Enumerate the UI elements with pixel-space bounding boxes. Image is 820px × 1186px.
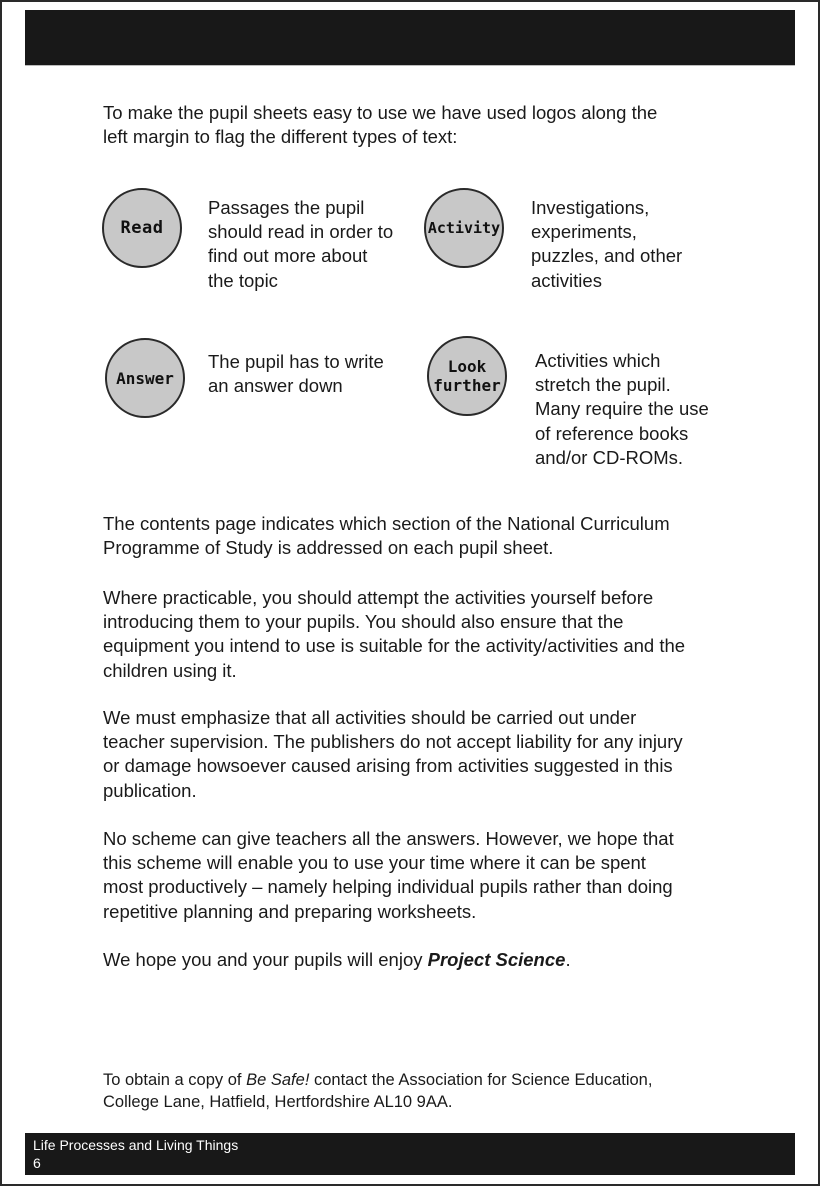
paragraph-line: teacher supervision. The publishers do not accept liability for any injury — [103, 731, 683, 753]
logo-label: Look — [447, 357, 487, 376]
logo-label: Answer — [116, 368, 174, 388]
paragraph-line: children using it. — [103, 659, 237, 681]
intro-line: To make the pupil sheets easy to use we have used logos along the — [103, 102, 658, 123]
description-line: Many require the use — [535, 398, 709, 420]
page-number: 6 — [33, 1155, 41, 1171]
closing-paragraph — [103, 948, 743, 972]
read-logo-icon — [102, 188, 182, 268]
intro-paragraph — [103, 101, 743, 149]
note-line — [103, 1069, 743, 1091]
practicable-paragraph — [103, 586, 743, 683]
closing-suffix: . — [565, 949, 571, 970]
paragraph-line: or damage howsoever caused arising from activities suggested in this — [103, 755, 673, 777]
footer-section-title: Life Processes and Living Things — [33, 1137, 239, 1153]
header-bar — [25, 10, 795, 65]
paragraph-line: Where practicable, you should attempt the activities yourself before — [103, 587, 654, 608]
activity-logo-icon — [424, 188, 504, 268]
description-line: find out more about — [208, 245, 368, 267]
description-line: Investigations, — [531, 197, 650, 218]
contents-paragraph — [103, 512, 743, 560]
description-line: The pupil has to write — [208, 351, 384, 372]
intro-line: left margin to flag the different types of text: — [103, 126, 458, 148]
description-line: activities — [531, 269, 602, 291]
logo-label: Read — [120, 217, 164, 238]
description-line: experiments, — [531, 221, 637, 243]
description-line: puzzles, and other — [531, 245, 683, 267]
description-line: Activities which — [535, 350, 661, 371]
paragraph-line: repetitive planning and preparing worksheets. — [103, 900, 477, 922]
description-line: should read in order to — [208, 221, 394, 243]
activity-description — [531, 196, 682, 293]
description-line: of reference books — [535, 422, 689, 444]
paragraph-line: No scheme can give teachers all the answers. However, we hope that — [103, 828, 674, 849]
paragraph-line: most productively – namely helping individual pupils rather than doing — [103, 876, 673, 898]
description-line: an answer down — [208, 375, 343, 397]
project-title: Project Science — [427, 949, 566, 970]
be-safe-note — [103, 1069, 743, 1113]
answer-logo-icon — [105, 338, 185, 418]
paragraph-line: equipment you intend to use is suitable for the activity/activities and the — [103, 635, 686, 657]
be-safe-title: Be Safe! — [246, 1071, 310, 1089]
note-address: College Lane, Hatfield, Hertfordshire AL10 9AA. — [103, 1093, 453, 1111]
paragraph-line: publication. — [103, 779, 197, 801]
scheme-paragraph — [103, 827, 743, 924]
description-line: and/or CD-ROMs. — [535, 446, 684, 468]
logo-label: Activity — [427, 218, 501, 237]
closing-text: We hope you and your pupils will enjoy — [103, 949, 428, 970]
paragraph-line: this scheme will enable you to use your time where it can be spent — [103, 852, 646, 874]
description-line: the topic — [208, 269, 278, 291]
note-prefix: To obtain a copy of — [103, 1071, 247, 1089]
look-further-logo-icon — [427, 336, 507, 416]
paragraph-line: introducing them to your pupils. You should also ensure that the — [103, 611, 624, 633]
read-description — [208, 196, 393, 293]
description-line: Passages the pupil — [208, 197, 365, 218]
logo-label: further — [433, 376, 501, 395]
footer-bar — [25, 1133, 795, 1175]
note-suffix: contact the Association for Science Education, — [309, 1071, 653, 1089]
paragraph-line: The contents page indicates which section of the National Curriculum — [103, 513, 670, 534]
answer-description — [208, 350, 384, 398]
paragraph-line: Programme of Study is addressed on each pupil sheet. — [103, 537, 554, 559]
supervision-paragraph — [103, 706, 743, 803]
look-further-description — [535, 349, 709, 470]
paragraph-line: We must emphasize that all activities should be carried out under — [103, 707, 637, 728]
description-line: stretch the pupil. — [535, 374, 671, 396]
